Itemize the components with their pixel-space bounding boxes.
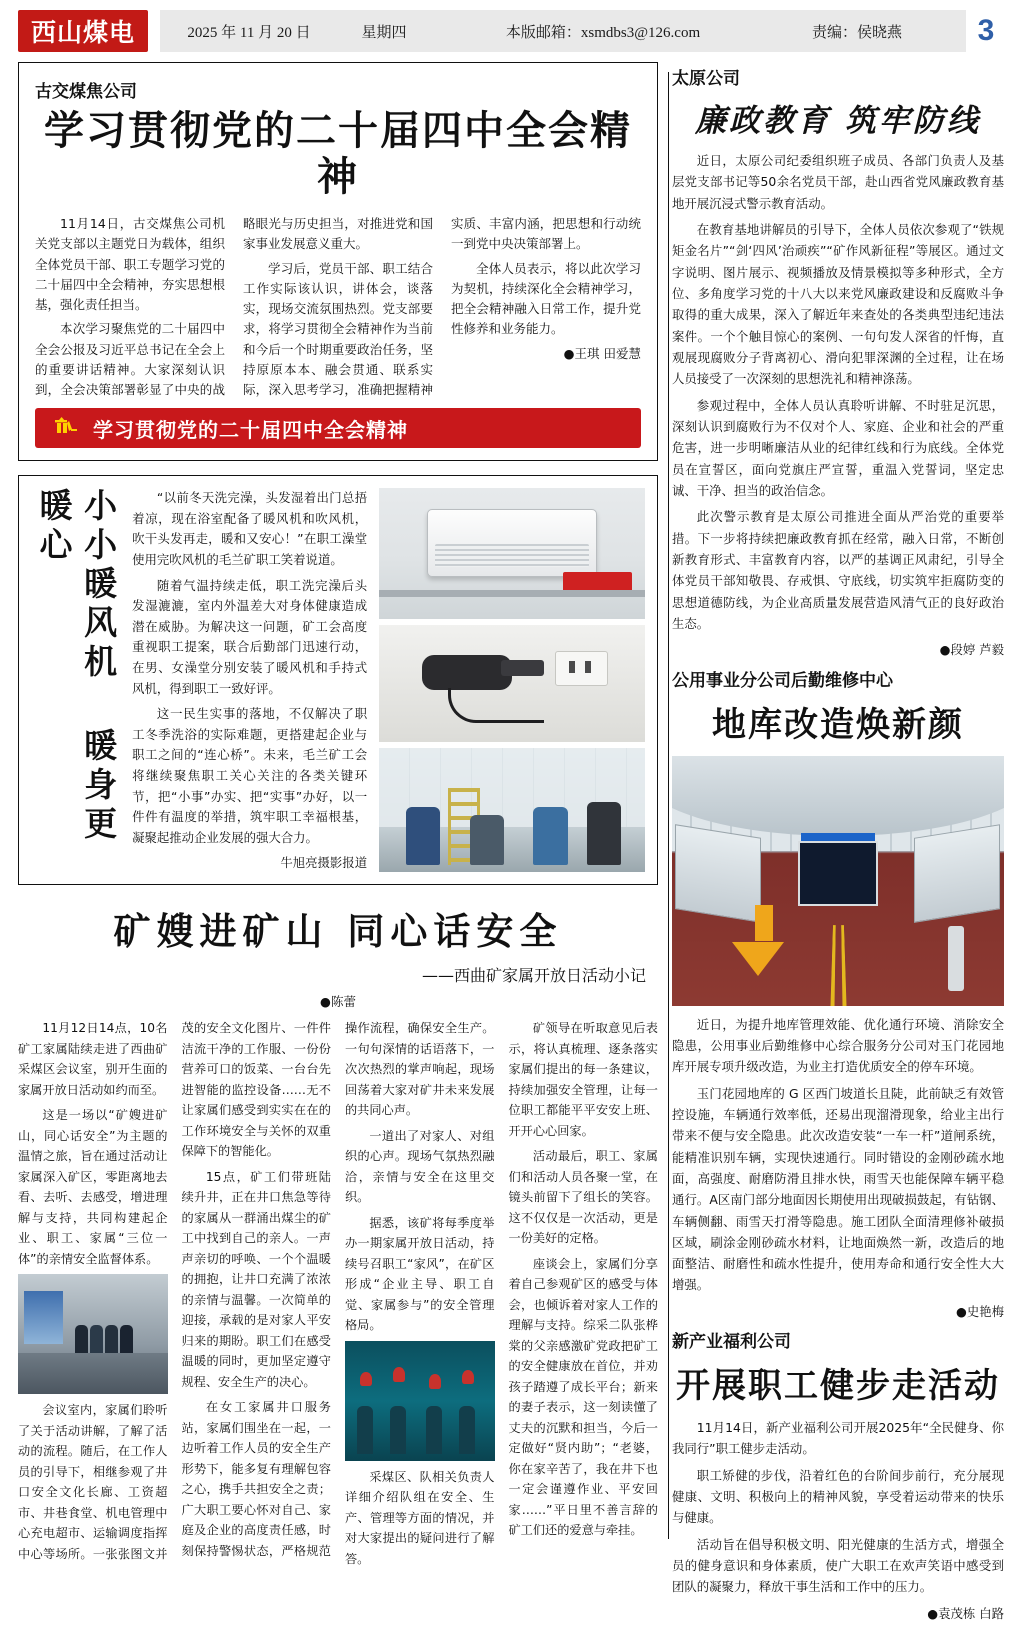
paragraph: 会议室内，家属们聆听了关于活动讲解，了解了活动的流程。随后，在工作人员的引导下，相继参观了井口安全文化长廊、工资超市、井巷食堂、机电管理中心充电超市、运输调度指挥中心等场所。一张张图文并茂的安全文化图片、一件件洁流干净的工作服、一份份营养可口的饭菜、一台台先进智能的监控设备……无不让家属们感受到实实在在的工作环境安全与关怀的双重保障下的智能化。: [18, 1021, 331, 1561]
lead-byline: ●王琪 田爱慧: [563, 345, 641, 361]
sec3-headline: 开展职工健步走活动: [676, 1366, 1000, 1407]
story2-subhead: ——西曲矿家属开放日活动小记: [421, 966, 646, 986]
heater-unit-shape: [427, 509, 597, 577]
section-email: 本版邮箱：xsmdbs3@126.com: [505, 24, 701, 41]
slogan-banner: [35, 408, 641, 448]
garage-wall-left-shape: [675, 824, 761, 923]
paragraph: 本次学习聚焦党的二十届四中全会公报及习近平总书记在全会上的重要讲话精神。大家深刻认识到，全会决策部署彰显了中央的战略眼光与历史担当，对推进党和国家事业发展意义重大。: [35, 216, 433, 397]
paragraph: 这一民生实事的落地，不仅解决了职工冬季洗浴的实际难题，更搭建起企业与职工之间的“连心桥”。未来，毛兰矿工会将继续聚焦职工关心关注的各类关键环节，把“小事”办实、把“实事”办好，以一件件有温度的举措，筑牢职工幸福根基，凝聚起推动企业发展的强大合力。: [132, 706, 368, 845]
paragraph: 矿领导在听取意见后表示，将认真梳理、逐条落实家属们提出的每一条建议，持续加强安全管理，让每一位职工都能平平安安上班、开开心心回家。: [508, 1021, 658, 1138]
slogan-text: 学习贯彻党的二十届四中全会精神: [93, 417, 408, 442]
paragraph: 活动旨在倡导积极文明、阳光健康的生活方式，增强全员的健身意识和身体素质，使广大职工在欢声笑语中感受到团队的凝聚力，释放干事生活和工作中的压力。: [672, 1536, 1004, 1595]
section-editor: 责编：侯晓燕: [811, 24, 902, 41]
attendee-shape: [357, 1406, 373, 1454]
paragraph: 采煤区、队相关负责人详细介绍队组在安全、生产、管理等方面的情况，并对大家提出的疑问进行了解答。: [345, 1469, 495, 1566]
story-clean-governance: [672, 64, 1004, 661]
worker-shape: [406, 807, 441, 864]
paragraph: 11月14日，古交煤焦公司机关党支部以主题党日为载体，组织全体党员干部、职工专题学习党的二十届四中全会精神，夯实思想根基，强化责任担当。: [35, 216, 225, 312]
paragraph: 玉门花园地库的 G 区西门坡道长且陡，此前缺乏有效管控设施，车辆通行效率低，还易出现溜滑现象，给业主出行带来不便与安全隐患。此次改造安装“一车一杆”道闸系统，能精准识别车辆，实现快速通行。同时错设的金刚砂疏水地面，高强度、耐磨防滑且排水快，雨雪天也能保障车辆平稳通行。A区南门部分地面因长期使用出现破损鼓起，有钻钢、车辆侧翻、雨雪天打滑等隐患。施工团队全面清理修补破损区域，刷涂金刚砂疏水材料，让地面焕然一新，改造后的地面整洁、耐磨性和疏水性提升，使用寿命和通行安全性大大增强。: [672, 1085, 1004, 1293]
hair-dryer-shape: [422, 655, 512, 690]
sec3-label: 新产业福利公司: [672, 1332, 791, 1353]
story2-body: [18, 1018, 658, 1569]
wall-socket-shape: [555, 651, 608, 686]
publish-weekday: 星期四: [361, 24, 407, 41]
sec2-headline: 地库改造焕新颜: [712, 704, 964, 745]
attendee-shape: [390, 1406, 406, 1454]
paragraph: 11月12日14点，10名矿工家属陆续走进了西曲矿采煤区会议室，别开生面的家属开放日活动如约而至。: [18, 1021, 168, 1097]
story-miner-families: [18, 901, 658, 1569]
helmet-shape: [393, 1367, 405, 1381]
floor-arrow-stem-shape: [755, 905, 773, 941]
garage-lane-markings-shape: [772, 925, 905, 1006]
masthead-info-bar: [160, 10, 966, 52]
feature-photo-credit: 牛旭亮摄影报道: [280, 855, 368, 871]
helmet-shape: [360, 1372, 372, 1386]
sec2-label: 公用事业分公司后勤维修中心: [672, 670, 893, 691]
corridor-floor-shape: [18, 1353, 168, 1394]
paragraph: 在教育基地讲解员的引导下，全体人员依次参观了“铁规矩金名片”“剑‘四风’治顽疾”“矿作风新征程”等展区。通过文字说明、图片展示、视频播放及情景模拟等多种形式，全方位、多角度学习党的十八大以来党风廉政建设和反腐败斗争取得的重大成果，深入了解近年来查处的各类典型违纪违法案件。一个个触目惊心的案例、一句句发人深省的忏悔，直观展现腐败分子背离初心、滑向犯罪深渊的全过程，让在场人员接受了一次深刻的思想洗礼和精神涤荡。: [672, 221, 1004, 387]
page-number: 3: [977, 14, 995, 47]
lead-body: [35, 214, 641, 400]
paragraph: 学习后，党员干部、职工结合工作实际该认识，讲体会，谈落实，现场交流氛围热烈。党支部要求，将学习贯彻全会精神作为当前和今后一个时期重要政治任务，坚持原原本本、融会贯通、联系实际，深入思考学习，准确把握精神实质、丰富内涵，把思想和行动统一到党中央决策部署上。: [243, 216, 641, 397]
sec1-body: [672, 150, 1004, 661]
sec2-body: [672, 1014, 1004, 1323]
paragraph: 据悉，该矿将每季度举办一期家属开放日活动，持续号召职工“家风”，在矿区形成“企业主导、职工自觉、家属参与”的安全管理格局。: [345, 1215, 495, 1333]
right-column: [672, 62, 1004, 1629]
publish-date: 2025 年 11 月 20 日: [187, 24, 311, 41]
paragraph: 职工矫健的步伐，沿着红色的台阶间步前行，充分展现健康、文明、积极向上的精神风貌，享受着运动带来的快乐与健康。: [672, 1467, 1004, 1526]
photo-family-meeting: [345, 1341, 495, 1461]
power-cord-shape: [448, 688, 544, 723]
feature-photo-stack: [379, 488, 645, 872]
feature-body: [132, 488, 367, 872]
left-column: [18, 62, 658, 1629]
photo-hair-dryer-socket: [379, 625, 645, 742]
garage-ceiling-arc-shape: [672, 756, 1004, 836]
paragraph: 参观过程中，全体人员认真聆听讲解、不时驻足沉思，深刻认识到腐败行为不仅对个人、家庭、企业和社会的严重危害，进一步明晰廉洁从业的纪律红线和行为底线。全体党员在宣誓区，面向党旗庄严宣誓，重温入党誓词，坚定忠诚、干净、担当的政治信念。: [672, 397, 1004, 498]
feature-vertical-headline: 小小暖风机 暖身更暖心: [34, 488, 119, 846]
sec1-label: 太原公司: [672, 69, 740, 89]
paragraph: 座谈会上，家属们分享着自己参观矿区的感受与体会，也倾诉着对家人工作的理解与支持。综采二队张桦棠的父亲感激矿党政把矿工的安全健康放在首位，并劝孩子踏遵了成长平台；新来的妻子表示，这一刻读懂了丈夫的沉默和担当，今后一定做好“贤内助”；“老婆，你在家辛苦了，我在井下也一定会谨遵作业、平安回家……”平日里不善言辞的矿工们还的爱意与牵挂。: [508, 1256, 658, 1538]
feature-story: [18, 475, 658, 885]
story2-headline: 矿嫂进矿山 同心话安全: [113, 909, 563, 954]
lead-kicker: 古交煤焦公司: [35, 82, 137, 102]
worker-shape: [533, 807, 568, 864]
sec2-byline: ●史艳梅: [956, 1303, 1004, 1319]
worker-shape: [587, 802, 622, 864]
paragraph: 11月14日，新产业福利公司开展2025年“全民健身、你我同行”职工健步走活动。: [672, 1420, 1004, 1457]
paragraph: 一道出了对家人、对组织的心声。现场气氛热烈融洽，亲情与安全在这里交织。: [345, 1128, 495, 1205]
sec3-body: [672, 1417, 1004, 1624]
photo-parking-garage: [672, 756, 1004, 1006]
story2-author: ●陈蕾: [320, 994, 356, 1010]
helmet-shape: [462, 1370, 474, 1384]
sec3-byline: ●袁茂栋 白路: [927, 1605, 1004, 1621]
garage-wall-right-shape: [914, 824, 1000, 923]
floor-arrow-icon: [732, 942, 784, 976]
lead-story: [18, 62, 658, 461]
story-garage-renovation: [672, 666, 1004, 1323]
photo-workers-installing: [379, 748, 645, 873]
paragraph: “以前冬天洗完澡，头发湿着出门总捂着凉，现在浴室配备了暖风机和吹风机，吹干头发再走，暖和又安心！”在职工澡堂使用完吹风机的毛兰矿职工笑着说道。: [132, 490, 368, 568]
publication-logo: 西山煤电: [18, 10, 148, 52]
party-emblem-icon: [49, 415, 83, 441]
paragraph: 这是一场以“矿嫂进矿山，同心话安全”为主题的温情之旅，旨在通过活动让家属深入矿区，零距离地去看、去听、去感受，增进理解与支持，共同构建起企业、职工、家属“三位一体”的亲情安全监督体系。: [18, 1108, 168, 1266]
garage-pillar-shape: [948, 926, 965, 991]
lead-headline: 学习贯彻党的二十届四中全会精神: [44, 107, 632, 200]
photo-air-curtain-heater: [379, 488, 645, 619]
attendee-shape: [459, 1406, 475, 1454]
sec1-headline: 廉政教育 筑牢防线: [695, 103, 981, 139]
photo-culture-corridor: [18, 1274, 168, 1394]
wall-poster-shape: [24, 1291, 63, 1344]
paragraph: 随着气温持续走低，职工洗完澡后头发湿漉漉，室内外温差大对身体健康造成潜在威胁。为解决这一问题，矿工会高度重视职工提案，联合后勤部门迅速行动，在男、女澡堂分别安装了暖风机和手持式风机，得到职工一致好评。: [132, 577, 368, 696]
paragraph: 活动最后，职工、家属们和活动人员各聚一堂，在镜头前留下了组长的笑容。这不仅仅是一次活动，更是一份美好的定格。: [508, 1149, 658, 1246]
paragraph: 在女工家属井口服务站，家属们围坐在一起，一边听着工作人员的安全生产形势下，能多复有理解包容之心，携手共担安全之责；广大职工要心怀对自己、家庭及企业的高度责任感，时刻保持警惕状态，严格规范操作流程，确保安全生产。一句句深情的话语落下，一次次热烈的掌声响起，现场回荡着大家对矿井未来发展的共同心声。: [181, 1021, 495, 1558]
paragraph: 近日，太原公司纪委组织班子成员、各部门负责人及基层党支部书记等50余名党员干部，赴山西省党风廉政教育基地开展沉浸式警示教育活动。: [672, 153, 1004, 211]
helmet-shape: [429, 1374, 441, 1388]
sec1-byline: ●段婷 芦毅: [939, 642, 1004, 658]
paragraph: 此次警示教育是太原公司推进全面从严治党的重要举措。下一步将持续把廉政教育抓在经常，融入日常，不断创新教育形式、丰富教育内容，以严的基调正风肃纪，引导全体党员干部知敬畏、存戒惧、守底线，切实筑牢拒腐防变的思想道德防线，为企业高质量发展营造风清气正的良好政治生态。: [672, 509, 1004, 631]
worker-shape: [470, 815, 505, 865]
attendee-shape: [426, 1406, 442, 1454]
paragraph: 全体人员表示，将以此次学习为契机，持续深化全会精神学习，把全会精神融入日常工作，提升党性修养和业务能力。: [451, 260, 641, 337]
paragraph: 15点，矿工们带班陆续升井，正在井口焦急等待的家属从一群涌出煤尘的矿工中找到自己的亲人。一声声亲切的呼唤、一个个温暖的拥抱，让井口充满了浓浓的亲情与温馨。一次简单的迎接，承载的是对家人平安归来的期盼。职工们在感受温暖的同时，更加坚定遵守规程、安全生产的决心。: [181, 1169, 331, 1389]
masthead: [0, 0, 1024, 62]
wall-pipe-shape: [379, 590, 645, 597]
paragraph: 近日，为提升地库管理效能、优化通行环境、消除安全隐患，公用事业后勤维修中心综合服务分公司对玉门花园地库开展专项升级改造，为业主打造优质安全的停车环境。: [672, 1016, 1004, 1075]
garage-entrance-shape: [798, 841, 878, 906]
story-walking-event: [672, 1327, 1004, 1624]
page-content: [0, 62, 1024, 1639]
hair-dryer-nozzle-shape: [501, 660, 544, 676]
